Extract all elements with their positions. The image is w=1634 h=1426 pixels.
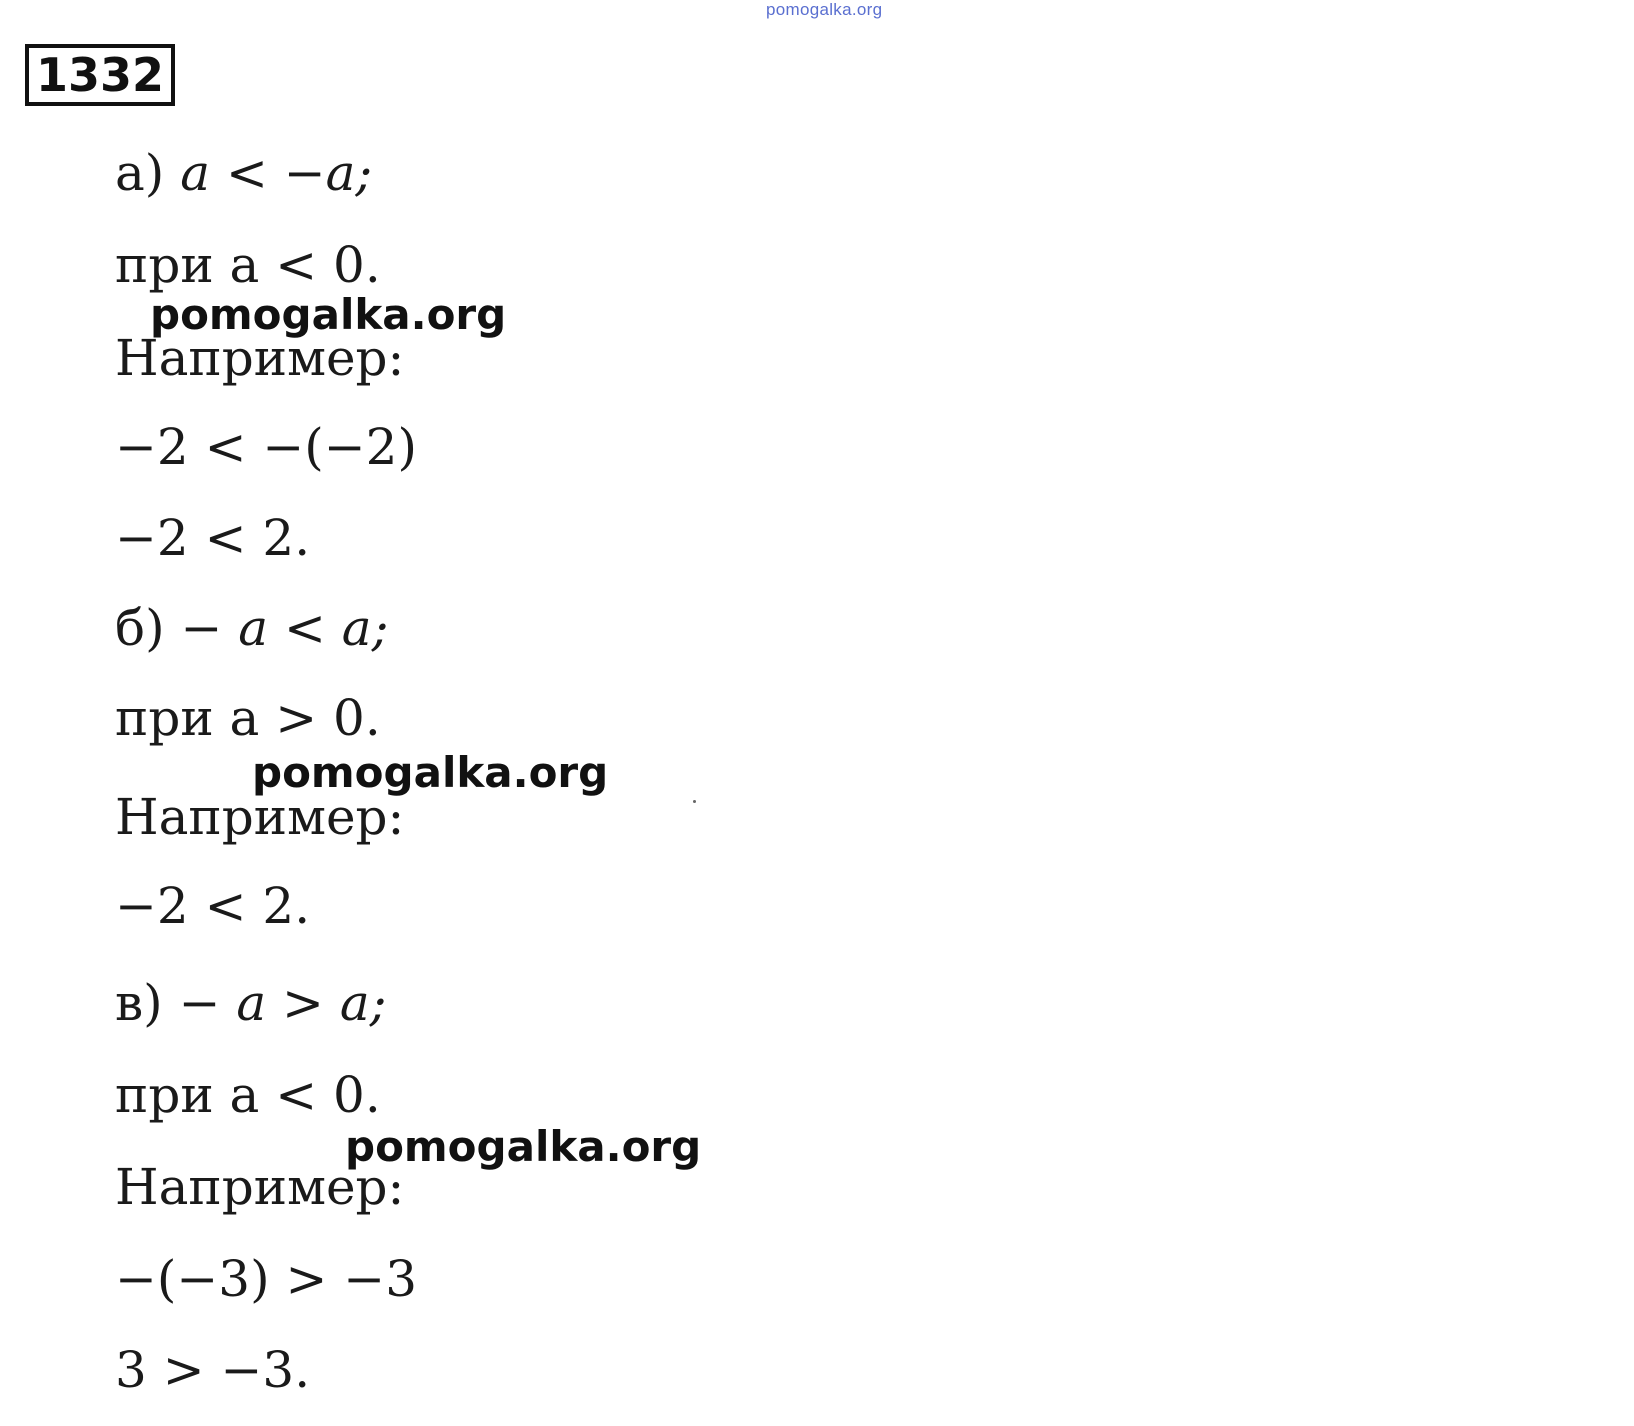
part-b-example-label: Например: [115,788,405,846]
watermark-3: pomogalka.org [345,1122,702,1171]
site-watermark-top: pomogalka.org [766,0,883,19]
part-a-example-line-2: −2 < 2. [115,509,311,567]
part-b-label: б) [115,599,165,657]
part-c-answer: при a < 0. [115,1066,381,1124]
task-number-box [25,44,175,106]
part-b-inequality: − a < a; [180,599,389,657]
part-a-label: а) [115,144,165,202]
part-b-condition [115,599,389,657]
scan-speck [693,800,696,803]
part-b-example-line-1: −2 < 2. [115,877,311,935]
part-c-example-line-1: −(−3) > −3 [115,1250,418,1308]
part-a-example-label: Например: [115,329,405,387]
part-a-inequality: a < −a; [180,144,373,202]
part-c-inequality: − a > a; [178,974,387,1032]
part-c-label: в) [115,974,163,1032]
part-a-example-line-1: −2 < −(−2) [115,418,418,476]
task-number: 1332 [35,48,165,102]
part-c-example-line-2: 3 > −3. [115,1341,311,1399]
watermark-1: pomogalka.org [150,290,507,339]
part-b-answer: при a > 0. [115,689,381,747]
part-a-answer: при a < 0. [115,236,381,294]
part-c-condition [115,974,387,1032]
part-a-condition [115,144,373,202]
watermark-2: pomogalka.org [252,748,609,797]
part-c-example-label: Например: [115,1158,405,1216]
